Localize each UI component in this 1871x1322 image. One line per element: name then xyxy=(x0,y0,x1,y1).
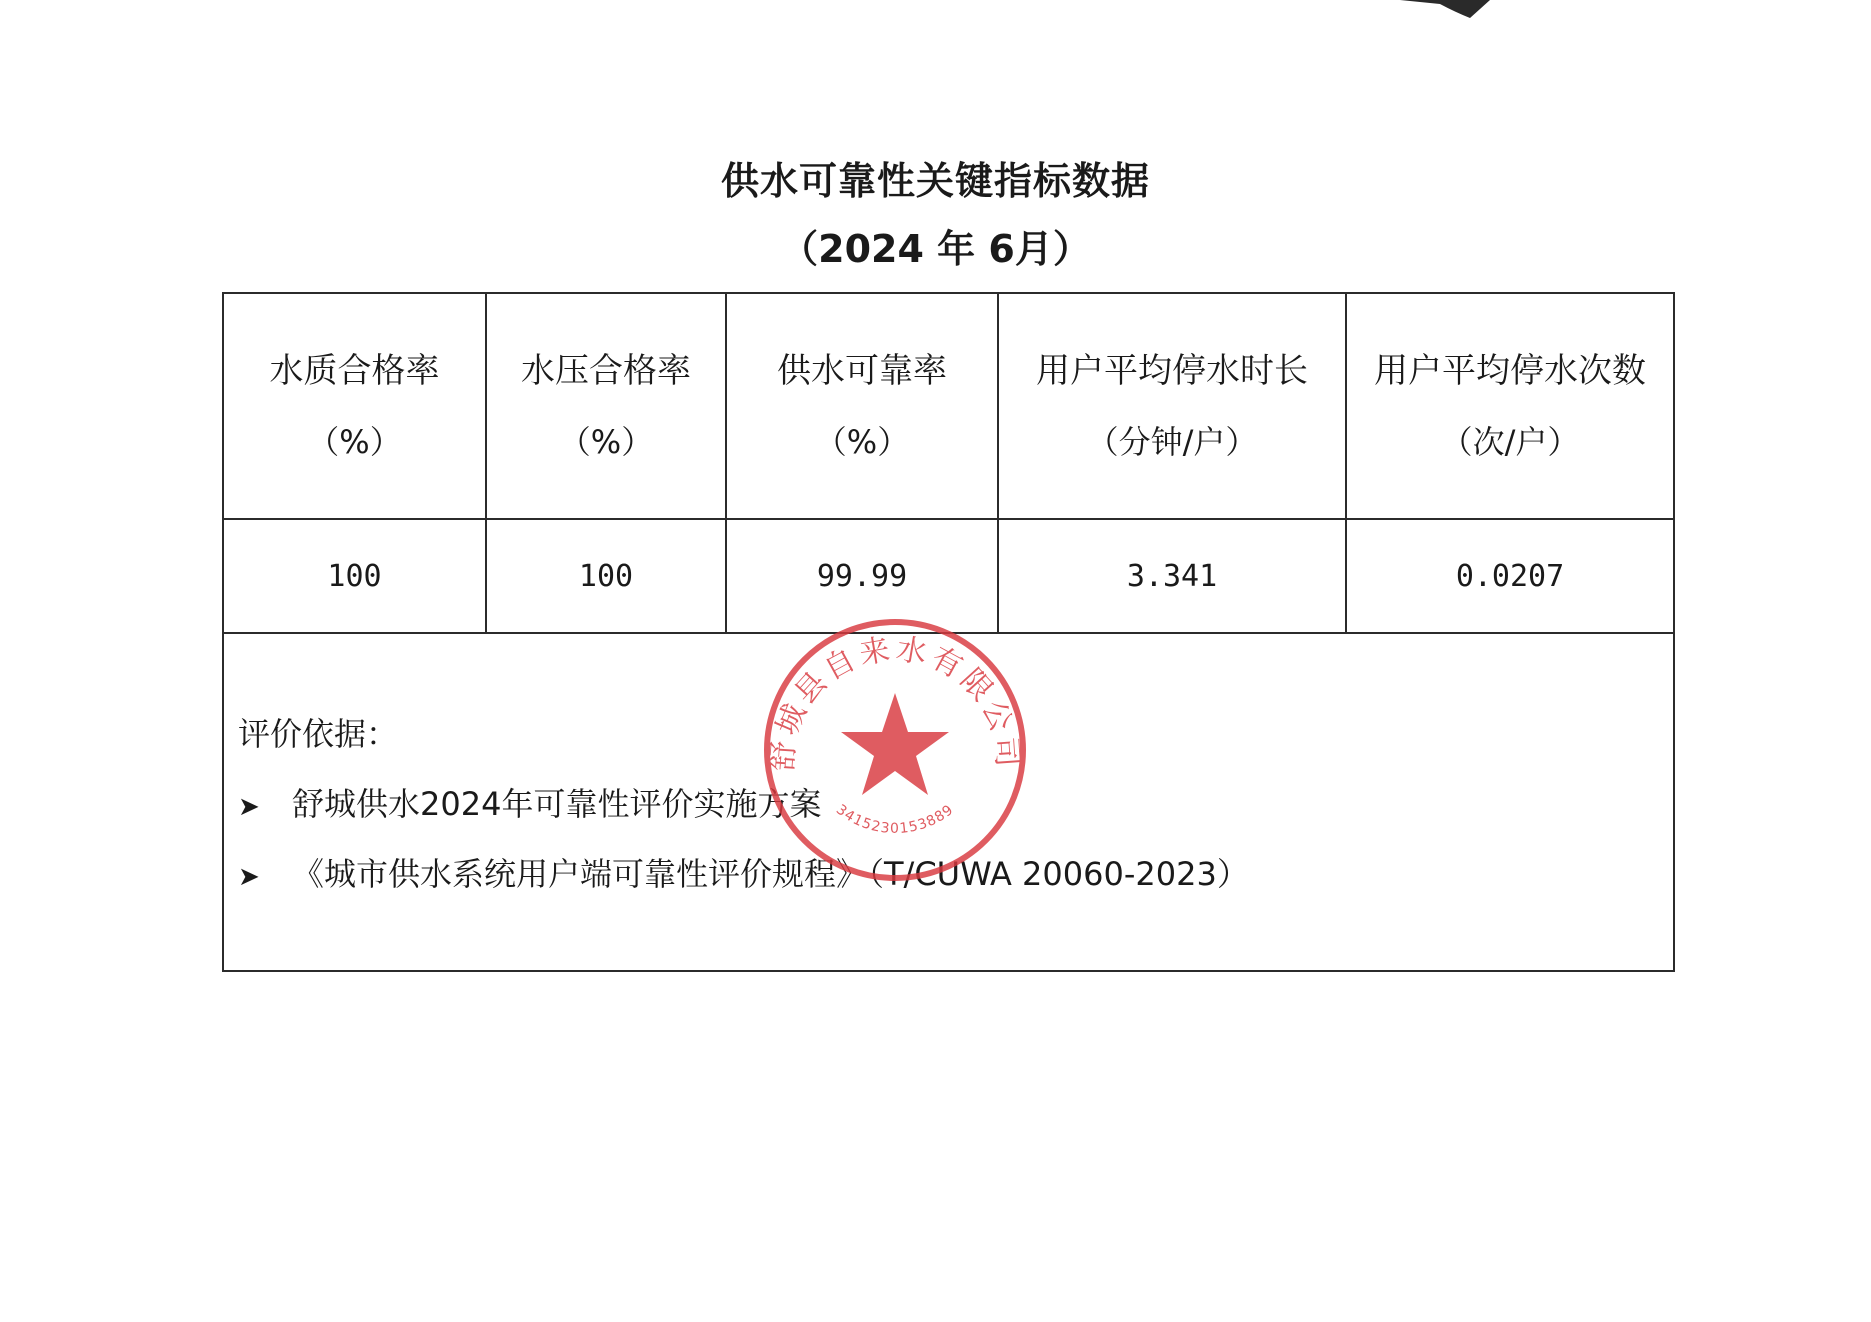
header-unit: （%） xyxy=(814,423,910,461)
seal-ring-text: 舒城县自来水有限公司 xyxy=(765,631,1025,773)
header-unit: （%） xyxy=(307,423,402,461)
evaluation-basis xyxy=(238,714,1638,894)
basis-item-text: 舒城供水2024年可靠性评价实施方案 xyxy=(292,785,822,823)
header-name: 水质合格率 xyxy=(269,351,440,391)
header-name: 水压合格率 xyxy=(521,351,691,391)
header-unit: （次/户） xyxy=(1440,423,1580,461)
seal-number: 3415230153889 xyxy=(833,801,957,838)
value-row xyxy=(224,519,1673,633)
list-item xyxy=(238,784,1638,824)
header-unit: （分钟/户） xyxy=(1086,423,1258,461)
header-name: 用户平均停水次数 xyxy=(1374,351,1646,391)
header-cell-water-pressure xyxy=(486,294,726,519)
header-name: 供水可靠率 xyxy=(777,351,947,391)
basis-item-text: 《城市供水系统用户端可靠性评价规程》（T/CUWA 20060-2023） xyxy=(292,855,1249,893)
arrow-bullet-icon: ➤ xyxy=(238,792,260,822)
value-cell-water-pressure: 100 xyxy=(486,519,726,633)
metrics-table xyxy=(224,294,1673,634)
document-title: 供水可靠性关键指标数据 xyxy=(720,159,1150,203)
header-name: 用户平均停水时长 xyxy=(1036,351,1308,391)
basis-title: 评价依据： xyxy=(238,715,399,753)
header-cell-water-quality xyxy=(224,294,486,519)
header-row xyxy=(224,294,1673,519)
value-cell-water-quality: 100 xyxy=(224,519,486,633)
basis-list xyxy=(238,784,1638,894)
list-item xyxy=(238,854,1638,894)
document-subtitle: （2024 年 6月） xyxy=(780,227,1091,271)
header-unit: （%） xyxy=(558,423,654,461)
header-cell-outage-duration xyxy=(998,294,1346,519)
corner-mark xyxy=(1400,0,1490,22)
value-cell-outage-duration: 3.341 xyxy=(998,519,1346,633)
header-cell-outage-count xyxy=(1346,294,1673,519)
header-cell-supply-reliability xyxy=(726,294,998,519)
metrics-frame xyxy=(222,292,1675,972)
arrow-bullet-icon: ➤ xyxy=(238,862,260,892)
value-cell-outage-count: 0.0207 xyxy=(1346,519,1673,633)
value-cell-supply-reliability: 99.99 xyxy=(726,519,998,633)
